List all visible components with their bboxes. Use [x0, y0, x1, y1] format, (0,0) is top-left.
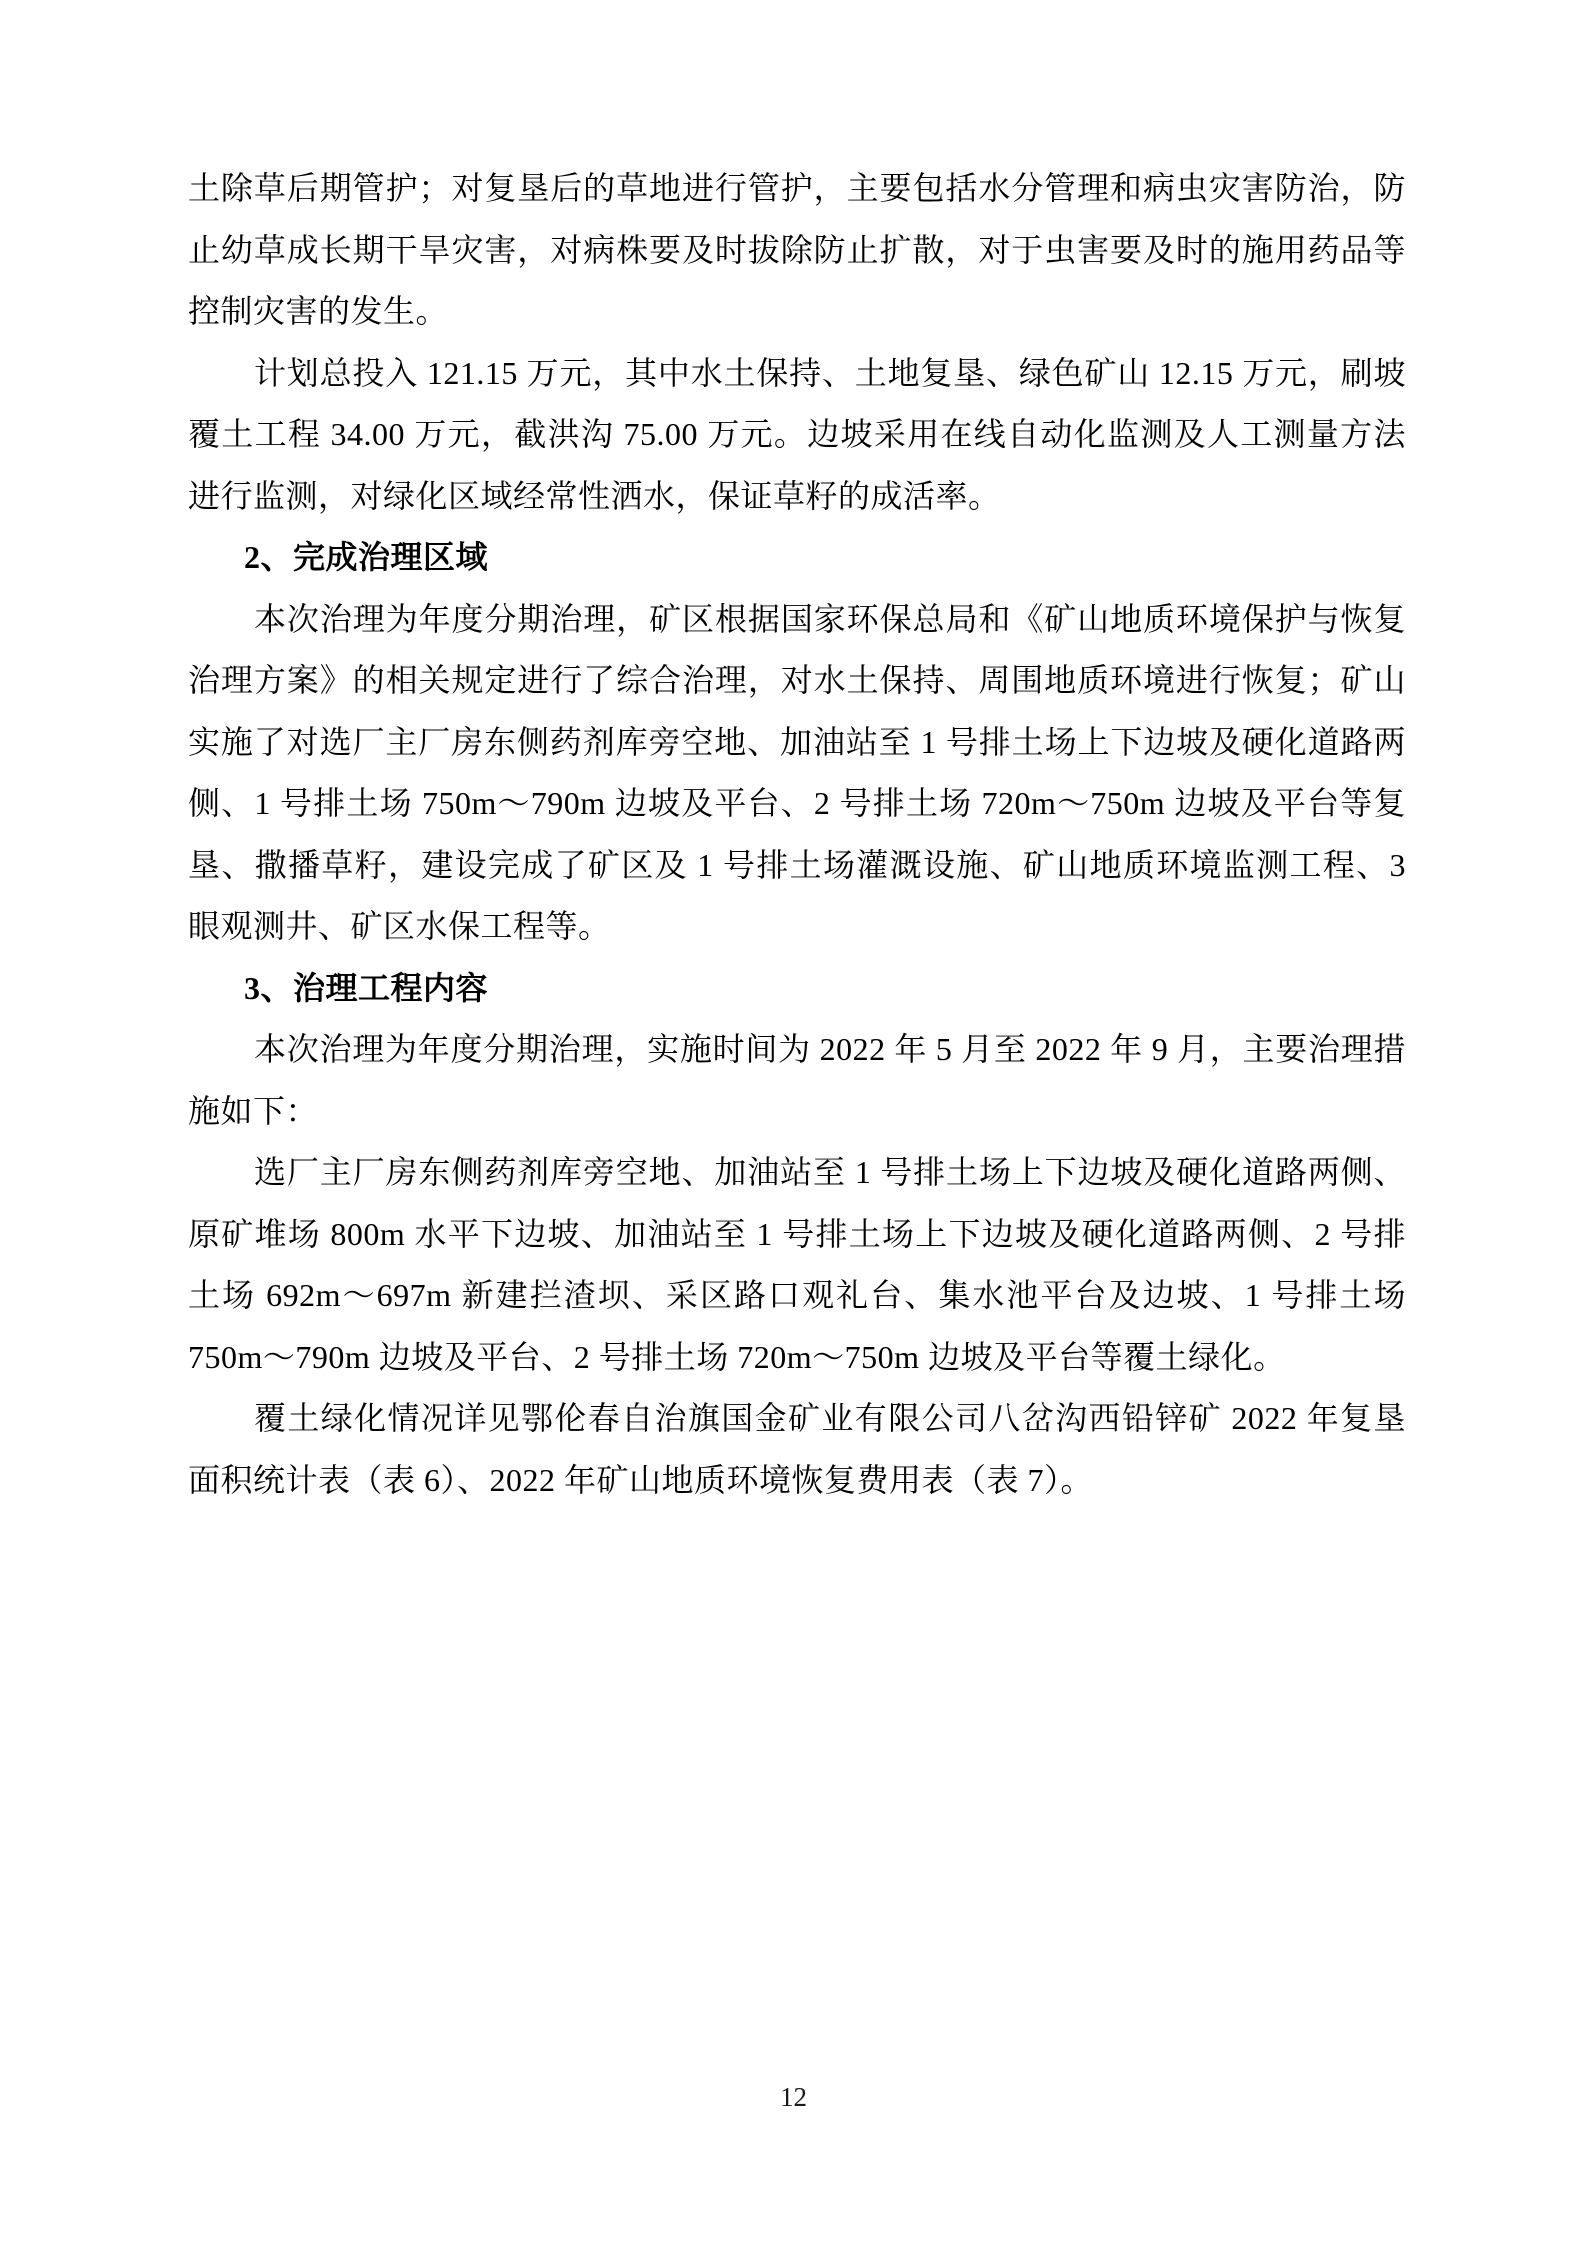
- paragraph-table-references: 覆土绿化情况详见鄂伦春自治旗国金矿业有限公司八岔沟西铅锌矿 2022 年复垦面积统计表（表 6）、2022 年矿山地质环境恢复费用表（表 7）。: [188, 1400, 1406, 1498]
- section-heading-treatment-project-content: 3、治理工程内容: [244, 969, 489, 1006]
- paragraph-greening-locations: 选厂主厂房东侧药剂库旁空地、加油站至 1 号排土场上下边坡及硬化道路两侧、原矿堆场 800m 水平下边坡、加油站至 1 号排土场上下边坡及硬化道路两侧、2 号排土场 692m～697m 新建拦渣坝、采区路口观礼台、集水池平台及边坡、1 号排土场 750m～790m 边坡及平台、2 号排土场 720m～750m 边坡及平台等覆土绿化。: [188, 1154, 1406, 1375]
- paragraph-treatment-schedule: 本次治理为年度分期治理，实施时间为 2022 年 5 月至 2022 年 9 月，主要治理措施如下：: [188, 1031, 1406, 1129]
- page-number: 12: [780, 2082, 807, 2112]
- paragraph-treatment-area-detail: 本次治理为年度分期治理，矿区根据国家环保总局和《矿山地质环境保护与恢复治理方案》的相关规定进行了综合治理，对水土保持、周围地质环境进行恢复；矿山实施了对选厂主厂房东侧药剂库旁空地、加油站至 1 号排土场上下边坡及硬化道路两侧、1 号排土场 750m～790m 边坡及平台、2 号排土场 720m～750m 边坡及平台等复垦、撒播草籽，建设完成了矿区及 1 号排土场灌溉设施、矿山地质环境监测工程、3 眼观测井、矿区水保工程等。: [188, 600, 1406, 944]
- text-content: [188, 158, 1406, 1511]
- paragraph-investment-plan: 计划总投入 121.15 万元，其中水土保持、土地复垦、绿色矿山 12.15 万元，刷坡覆土工程 34.00 万元，截洪沟 75.00 万元。边坡采用在线自动化监测及人工测量方法进行监测，对绿化区域经常性洒水，保证草籽的成活率。: [188, 354, 1406, 514]
- paragraph-continuation: 土除草后期管护；对复垦后的草地进行管护，主要包括水分管理和病虫灾害防治，防止幼草成长期干旱灾害，对病株要及时拔除防止扩散，对于虫害要及时的施用药品等控制灾害的发生。: [188, 170, 1406, 329]
- section-heading-completed-treatment-area: 2、完成治理区域: [244, 539, 489, 575]
